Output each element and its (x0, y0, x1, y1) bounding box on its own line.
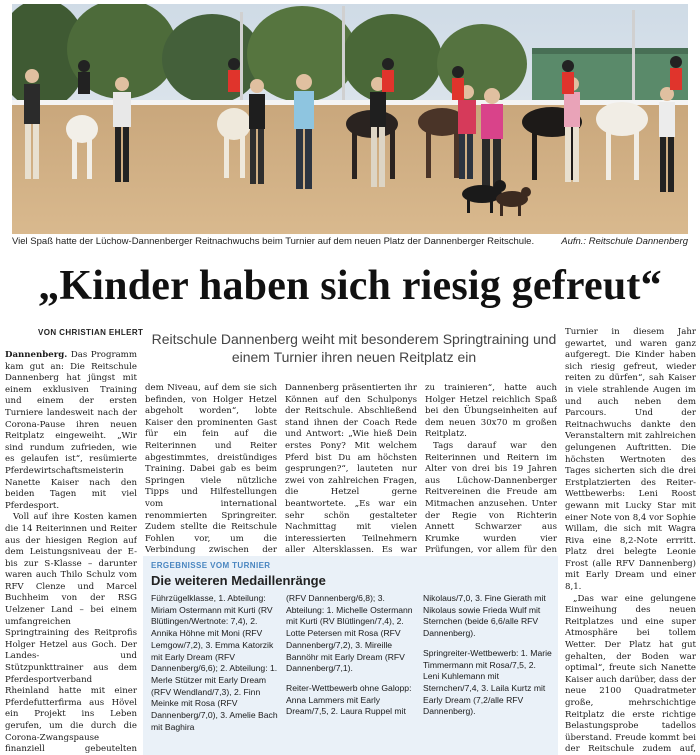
results-text: Nikolaus/7,0, 3. Fine Gierath mit Nikolaus sowie Frieda Wulf mit Sternchen (beide 6,6/alle RFV Dannenberg). (423, 593, 546, 639)
results-text: (RFV Dannenberg/6,8); 3. Abteilung: 1. Michelle Ostermann mit Kurti (RV Blütlingen/7,4), 2. Lotte Petersen mit Rosa (RFV Dannenberg/7,2), 3. Mireille Bannöhr mit Early Dream (RFV Dannenberg/7,1). (286, 593, 413, 674)
paragraph: „Das war eine gelungene Einweihung des neuen Reitplatzes und eine super Atmosphäre bei tollem Wetter. Der Platz hat gut gehalten, der Boden war optimal“, freute sich Nanette Kaiser auch darüber, dass der neue 2100 Quadratmeter große, mehrschichtige Reitplatz die erste richtige Belastungsprobe tadellos überstand. Freude kommt bei der Reitschule zudem auf, (565, 593, 696, 755)
paragraph: dem Niveau, auf dem sie sich befinden, von Holger Hetzel abgeholt worden“, lobte Kaiser den prominenten Gast für ein fein auf die Reiterinnen und Reiter abgestimmtes, dreistündiges Training. Dabei gab es beim Springen viele nützliche Tipps und Hilfestellungen vom international renommierten Springreiter. Zudem stellte die Reitschule Fohlen vor, um die Verbindung zwischen der (145, 383, 277, 555)
caption-text: Viel Spaß hatte der Lüchow-Dannenberger Reitnachwuchs beim Turnier auf dem neuen Platz der Dannenberger Reitschule. (12, 236, 535, 247)
article-column-4 (425, 383, 557, 555)
paragraph: Tags darauf war den Reiterinnen und Reitern im Alter von drei bis 19 Jahren aus Lüchow-Dannenberger Reitvereinen die Freude am Mitmachen anzusehen. Unter der Regie von Richterin Annett Schwarzer aus Krumke wurden vier Prüfungen, vor allem für den (425, 440, 557, 555)
paragraph: Das Programm kam gut an: Die Reitschule Dannenberg hat jüngst mit einem exklusiven Training und einem der ersten Turniere landesweit nach der Corona-Pause ihren neuen Reitplatz eingeweiht. „Wir sind rundum zufrieden, wie es gelaufen ist“, resümierte Pferdewirtschaftsmeisterin Nanette Kaiser nach den beiden Tagen mit viel Pferdesport. (5, 350, 137, 511)
paragraph: Voll auf ihre Kosten kamen die 14 Reiterinnen und Reiter aus der hiesigen Region auf dem Leistungsniveau der E- bis zur S-Klasse – darunter waren auch Thilo Schulz vom RFV Clenze und Marcel Buchheim von der RSG Uelzener Land – bei einem umfangreichen Springtraining des Reitprofis Holger Hetzel aus Goch. Der Landes- und Stützpunkttrainer aus dem Pferdesportverband Rheinland hatte mit einer Pferdefutterfirma aus Hövel ein Projekt ins Leben gerufen, um die durch die Corona-Zwangspause finanziell gebeutelten (5, 512, 137, 755)
results-kicker: ERGEBNISSE VOM TURNIER (151, 561, 271, 570)
results-text: Führzügelklasse, 1. Abteilung: Miriam Ostermann mit Kurti (RV Blütlingen/Wertnote: 7,4), 2. Annika Höhne mit Moni (RFV Lemgow/7,2), 3. Emma Katorzik mit Early Dream (RFV Dannenberg/6,6); 2. Abteilung: 1. Merle Stützer mit Early Dream (RFV Wendland/7,3), 2. Finn Meinke mit Rosa (RFV Dannenberg/7,0), 3. Amelie Bach mit Baghira (151, 593, 278, 732)
results-column-3 (423, 593, 553, 718)
riders-group-photo (12, 4, 688, 234)
results-column-2 (286, 593, 416, 718)
subheadline: Reitschule Dannenberg weiht mit besonderem Springtraining und einem Turnier ihren neuen Reitplatz ein (151, 331, 557, 365)
article-column-5 (565, 327, 696, 755)
headline: „Kinder haben sich riesig gefreut“ (38, 263, 662, 309)
paragraph: Dannenberg präsentierten ihr Können auf den Schulponys der Reitschule. Abschließend stand ihnen der Coach Rede und Antwort: „Wie hieß Dein erstes Pony? Mit welchem Pferd bist Du am höchsten gesprungen?“, lauteten nur zwei von zahlreichen Fragen, die Hetzel gerne beantwortete. „Es war ein sehr schön gestalteter Nachmittag mit vielen interessierten Teilnehmern aller Altersklassen. Es war (285, 383, 417, 555)
dateline: Dannenberg. (5, 350, 68, 360)
results-text: Springreiter-Wettbewerb: 1. Marie Timmermann mit Rosa/7,5, 2. Leni Kuhlemann mit Sternchen/7,4, 3. Laila Kurtz mit Early Dream (7,2/alle RFV Dannenberg). (423, 647, 552, 717)
photo-credit: Aufn.: Reitschule Dannenberg (561, 236, 688, 247)
results-box (143, 556, 558, 755)
paragraph: zu trainieren“, hatte auch Holger Hetzel reichlich Spaß bei den Übungseinheiten auf dem neuen 30x70 m großen Reitplatz. (425, 383, 557, 440)
results-column-1 (151, 593, 281, 733)
article-photo (12, 4, 688, 234)
article-column-3 (285, 383, 417, 555)
author-byline: VON CHRISTIAN EHLERT (38, 328, 144, 337)
results-text: Reiter-Wettbewerb ohne Galopp: Anna Lammers mit Early Dream/7,5, 2. Laura Ruppel mit (286, 682, 412, 717)
paragraph: Turnier in diesem Jahr gewartet, und waren ganz aufgeregt. Die Kinder haben sich riesig gefreut, wieder reiten zu dürfen“, sah Kaiser in viele strahlende Augen im und auch neben dem Parcours. Und der Reitnachwuchs dankte den Veranstaltern mit zahlreichen gelungenen Auftritten. Die höchsten Wertnoten des Tages sicherten sich die drei Erstplatzierten des Reiter-Wettbewerbs: Leni Roost gewann mit Lucky Star mit einer Note von 8,4 vor Sophie Willam, die sich mit Wagra Riva eine 8,2-Note errritt. Platz drei belegte Leonie Frost (alle RFV Dannenberg) mit Early Dream und einer 8,1. (565, 327, 696, 593)
article-column-2 (145, 383, 277, 555)
article-column-1 (5, 350, 137, 755)
results-title: Die weiteren Medaillenränge (151, 573, 326, 588)
photo-caption (12, 236, 688, 250)
